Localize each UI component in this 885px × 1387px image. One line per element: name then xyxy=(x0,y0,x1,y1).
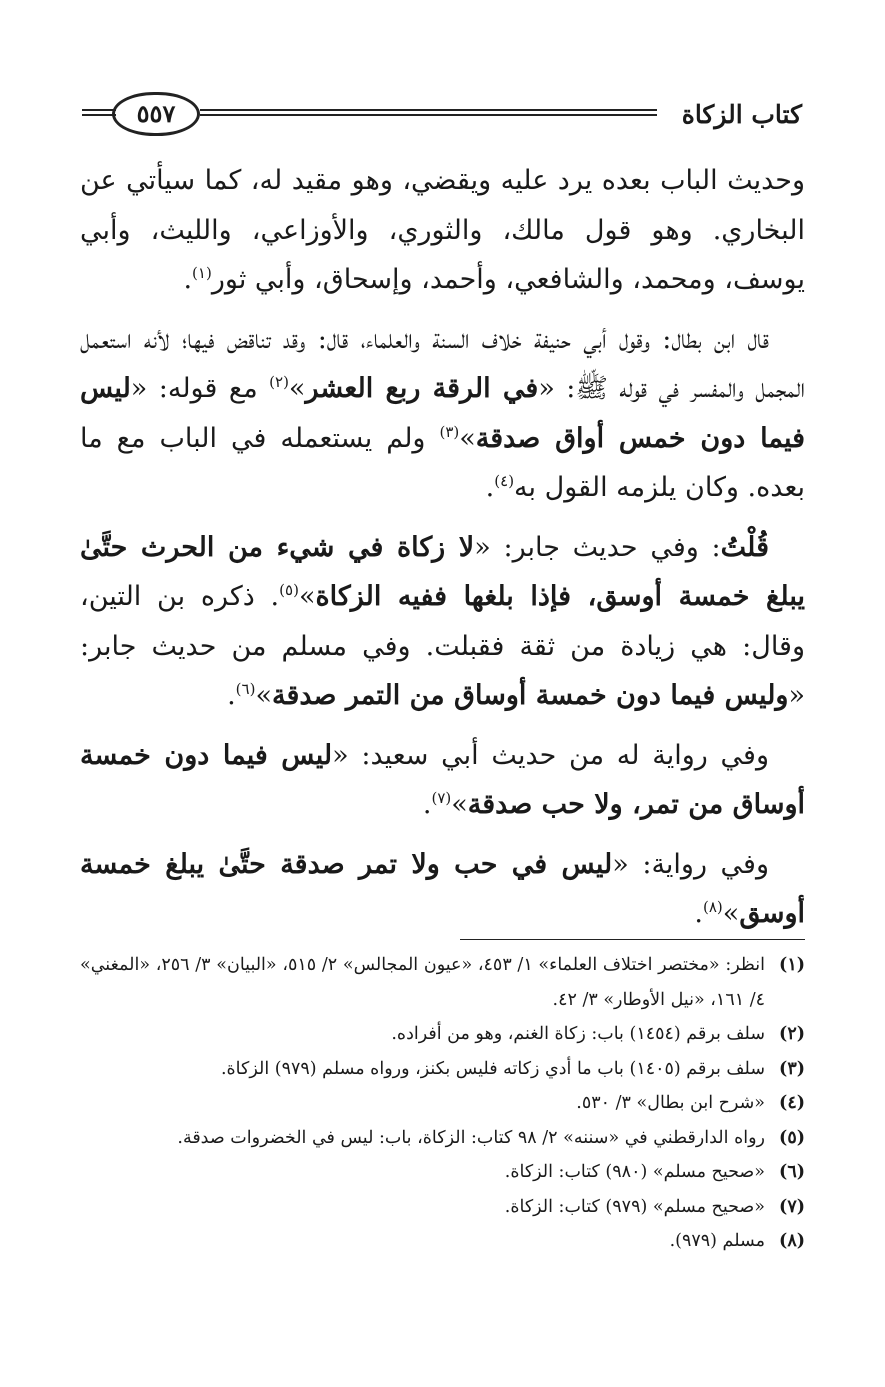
main-text xyxy=(80,156,805,949)
footnote-ref: (٧) xyxy=(431,789,452,807)
paragraph-2: قال ابن بطال: وقول أبي حنيفة خلاف السنة والعلماء، قال: وقد تناقض فيها؛ لأنه استعمل المجمل والمفسر في قوله ﷺ: «في الرقة ربع العشر»$^{(٢)}$ مع قوله: «ليس فيما دون خمس أواق صدقة»$^{(٣)}$ ولم يستعمله في الباب مع ما بعده. وكان يلزمه القول به$^{(٤)}$. xyxy=(80,323,806,503)
paragraph-text: قال ابن بطال: وقول أبي حنيفة خلاف السنة والعلماء، قال: وقد تناقض فيها؛ لأنه استعمل المجمل والمفسر في قوله ﷺ: « xyxy=(80,323,805,404)
footnote-ref: (٥) xyxy=(279,581,299,599)
footnote-ref: (٨) xyxy=(703,898,723,916)
paragraph-text: ولم يستعمله في الباب مع ما بعده. وكان يلزمه القول به xyxy=(80,422,805,503)
footnote-ref: (٤) xyxy=(494,472,515,490)
hadith-quote: ليس فيما دون خمس أواق صدقة xyxy=(80,373,806,454)
paragraph-5: وفي رواية: «ليس في حب ولا تمر صدقة حتَّىٰ يبلغ خمسة أوسق»$^{(٨)}$. xyxy=(80,848,805,929)
header-rule xyxy=(200,109,624,116)
footnote xyxy=(80,1190,805,1225)
paragraph-4: وفي رواية له من حديث أبي سعيد: «ليس فيما دون خمسة أوساق من تمر، ولا حب صدقة»$^{(٧)}$. xyxy=(80,739,805,820)
paragraph-text: وفي رواية له من حديث أبي سعيد: « xyxy=(332,739,770,771)
footnote xyxy=(80,1224,805,1259)
footnote xyxy=(80,1017,805,1052)
hadith-quote: ليس فيما دون خمسة أوساق من تمر، ولا حب صدقة xyxy=(80,739,805,820)
paragraph-1: وحديث الباب بعده يرد عليه ويقضي، وهو مقيد له، كما سيأتي عن البخاري. وهو قول مالك، والثوري، والأوزاعي، والليث، وأبي يوسف، ومحمد، والشافعي، وأحمد، وإسحاق، وأبي ثور$^{(١)}$. xyxy=(80,165,805,295)
footnote-separator xyxy=(460,939,805,940)
hadith-quote: وليس فيما دون خمسة أوساق من التمر صدقة xyxy=(271,680,789,711)
paragraph-text: . ذكره بن التين، وقال: هي زيادة من ثقة فقبلت. وفي مسلم من حديث جابر: « xyxy=(80,581,805,711)
paragraph-text: مع قوله: « xyxy=(130,373,270,404)
footnote-number: (٥) xyxy=(779,1127,805,1148)
footnote-text: سلف برقم (١٤٠٥) باب ما أدي زكاته فليس بكنز، ورواه مسلم (٩٧٩) الزكاة. xyxy=(220,1058,765,1079)
footnote xyxy=(80,948,805,1017)
footnote-ref: (٦) xyxy=(235,680,256,698)
hadith-quote: في الرقة ربع العشر xyxy=(305,373,539,404)
footnote-number: (٦) xyxy=(779,1162,805,1182)
qult-marker: قُلْتُ xyxy=(720,531,769,563)
footnote-number: (٤) xyxy=(779,1093,805,1113)
paragraph-text: وحديث الباب بعده يرد عليه ويقضي، وهو مقيد له، كما سيأتي عن البخاري. وهو قول مالك، والثوري، والأوزاعي، والليث، وأبي يوسف، ومحمد، والشافعي، وأحمد، وإسحاق، وأبي ثور xyxy=(80,165,805,295)
footnote xyxy=(80,1086,805,1121)
paragraph-text: : وفي حديث جابر: « xyxy=(474,531,721,563)
footnote-number: (٣) xyxy=(779,1058,805,1079)
hadith-quote: لا زكاة في شيء من الحرث حتَّىٰ يبلغ خمسة أوسق، فإذا بلغها ففيه الزكاة xyxy=(80,531,806,612)
page-number: ٥٥٧ xyxy=(112,92,200,136)
footnote-number: (٢) xyxy=(779,1024,805,1044)
footnote xyxy=(80,1155,805,1190)
header-rule-left xyxy=(82,109,116,116)
footnote-ref: (٢) xyxy=(269,373,289,391)
footnote-text: سلف برقم (١٤٥٤) باب: زكاة الغنم، وهو من أفراده. xyxy=(391,1024,765,1044)
footnote-number: (١) xyxy=(779,955,805,975)
paragraph-3: قُلْتُ: وفي حديث جابر: «لا زكاة في شيء من الحرث حتَّىٰ يبلغ خمسة أوسق، فإذا بلغها ففيه الزكاة»$^{(٥)}$. ذكره بن التين، وقال: هي زيادة من ثقة فقبلت. وفي مسلم من حديث جابر: «وليس فيما دون خمسة أوساق من التمر صدقة»$^{(٦)}$. xyxy=(80,531,806,711)
footnote-number: (٧) xyxy=(779,1196,805,1217)
footnote-text: رواه الدارقطني في «سننه» ٢/ ٩٨ كتاب: الزكاة، باب: ليس في الخضروات صدقة. xyxy=(177,1127,765,1148)
footnote-number: (٨) xyxy=(779,1231,805,1251)
page-header xyxy=(82,92,802,144)
footnote xyxy=(80,1052,805,1087)
footnote-text: «صحيح مسلم» (٩٨٠) كتاب: الزكاة. xyxy=(504,1162,765,1182)
footnote-text: «شرح ابن بطال» ٣/ ٥٣٠. xyxy=(576,1093,765,1113)
footnote-ref: (١) xyxy=(192,264,212,282)
paragraph-text: وفي رواية: « xyxy=(612,848,769,880)
footnotes xyxy=(80,948,805,1259)
footnote-text: مسلم (٩٧٩). xyxy=(669,1231,765,1251)
hadith-quote: ليس في حب ولا تمر صدقة حتَّىٰ يبلغ خمسة أوسق xyxy=(80,848,805,929)
book-title: كتاب الزكاة xyxy=(681,100,802,129)
footnote xyxy=(80,1121,805,1156)
footnote-ref: (٣) xyxy=(439,422,460,441)
footnote-text: انظر: «مختصر اختلاف العلماء» ١/ ٤٥٣، «عيون المجالس» ٢/ ٥١٥، «البيان» ٣/ ٢٥٦، «المغني» ٤/ ١٦١، «نيل الأوطار» ٣/ ٤٢. xyxy=(80,955,765,1010)
footnote-text: «صحيح مسلم» (٩٧٩) كتاب: الزكاة. xyxy=(504,1196,765,1217)
